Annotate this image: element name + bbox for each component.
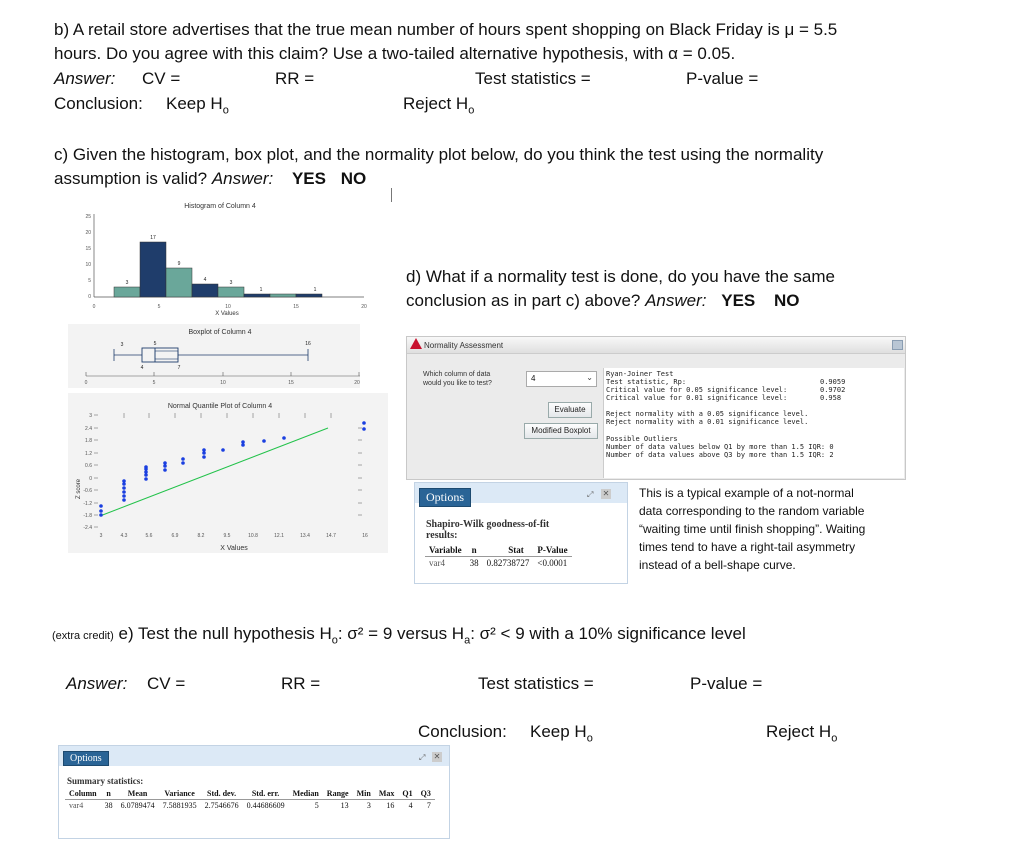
part-b-pvalue: P-value =	[686, 69, 759, 88]
hist-bar	[166, 268, 192, 297]
qq-xtick: 6.9	[171, 533, 179, 539]
column-select[interactable]: 4 ⌄	[526, 371, 597, 387]
window-button[interactable]	[892, 340, 903, 350]
qq-ytick: 3	[89, 413, 92, 419]
normality-title: Normality Assessment	[424, 341, 504, 350]
part-e-reject[interactable]: Reject $H_o$	[766, 722, 838, 745]
qq-xtick: 9.5	[223, 533, 231, 539]
normality-panel	[406, 336, 906, 480]
part-e-keep[interactable]: Keep $H_o$	[530, 722, 593, 745]
part-c-no[interactable]: NO	[340, 169, 367, 188]
hist-ytick: 15	[85, 246, 91, 252]
part-c-yes[interactable]: YES	[291, 169, 326, 188]
hist-xtick: 15	[293, 304, 299, 310]
qq-xtick: 10.8	[248, 533, 258, 539]
boxplot-label: 7	[177, 365, 181, 371]
boxplot-xtick: 5	[152, 380, 156, 386]
part-b-test-stat: Test statistics =	[475, 69, 591, 88]
qq-xtick: 13.4	[300, 533, 310, 539]
qq-ytick: 2.4	[85, 426, 92, 432]
ryan-joiner-output: Ryan-Joiner Test Test statistic, Rp: Critical value for 0.05 significance level: Critical value for 0.01 significance level: 0.9059 0.9702 0.958 Reject normality with a 0.05 significance level. Reject normality with a 0.01 significance level. Possible Outliers Number of data values below Q1 by more than 1.5 IQR: 0 Number of data values above Q3 by more than 1.5 IQR: 2	[603, 368, 904, 478]
part-b-line1: b) A retail store advertises that the true mean number of hours spent shopping on Black Friday is μ = 5.5	[54, 20, 838, 39]
hist-ytick: 10	[85, 262, 91, 268]
part-e-cv: CV =	[147, 674, 186, 693]
warning-icon	[410, 338, 422, 349]
table-row: var4 38 0.82738727 <0.0001	[429, 558, 568, 568]
part-b-cv: CV =	[142, 69, 181, 88]
modified-boxplot-button[interactable]: Modified Boxplot	[524, 423, 598, 439]
hist-ytick: 5	[88, 278, 91, 284]
boxplot-chart	[64, 324, 364, 388]
part-e-test-stat: Test statistics =	[478, 674, 594, 693]
hist-bar-label: 9	[177, 261, 181, 267]
hist-xtick: 20	[361, 304, 367, 310]
boxplot-label: 3	[120, 342, 124, 348]
part-d-line1: d) What if a normality test is done, do you have the same	[406, 267, 835, 286]
shapiro-options-button[interactable]: Options	[419, 488, 471, 507]
part-b-rr: RR =	[275, 69, 315, 88]
qq-ytick: -1.2	[83, 501, 92, 507]
part-b-line2: hours. Do you agree with this claim? Use a two-tailed alternative hypothesis, with α = 0.05.	[54, 44, 736, 63]
qq-xtick: 3	[99, 533, 103, 539]
part-e-pvalue: P-value =	[690, 674, 763, 693]
qq-ytick: 0	[89, 476, 92, 482]
part-b-conclusion-label: Conclusion:	[54, 94, 143, 113]
boxplot-xtick: 15	[288, 380, 294, 386]
boxplot-xtick: 10	[220, 380, 226, 386]
qq-xtick: 12.1	[274, 533, 284, 539]
part-b-reject[interactable]: Reject $H_o$	[403, 94, 475, 117]
summary-table: Column n Mean Variance Std. dev. Std. err. Median Range Min Max Q1 Q3 var4 38 6.0789474 7.5881935 2.7546676 0.44686609 5 13 3 16 4 7	[65, 788, 435, 811]
hist-ytick: 20	[85, 230, 91, 236]
part-e-question: (extra credit) e) Test the null hypothesis $H_o$: σ² = 9 versus $H_a$: σ² < 9 with a 10% significance level	[52, 624, 746, 647]
hist-xtick: 10	[225, 304, 231, 310]
part-c-line2: assumption is valid? Answer: YES NO	[54, 169, 367, 188]
hist-bar	[218, 287, 244, 297]
expand-icon[interactable]: ⤢	[587, 490, 594, 499]
expand-icon[interactable]: ⤢	[419, 753, 426, 762]
qq-title: Normal Quantile Plot of Column 4	[167, 403, 273, 410]
hist-bar-label: 17	[150, 235, 156, 241]
shapiro-title: Shapiro-Wilk goodness-of-fit results:	[426, 519, 550, 541]
hist-bar	[114, 287, 140, 297]
column-question: Which column of data would you like to test?	[423, 371, 492, 387]
hist-xlabel: X Values	[215, 311, 239, 317]
note-text: This is a typical example of a not-normal data corresponding to the random variable “waiting time until finish shopping”. Waiting times tend to have a right-tail asymmetry instead of a bell-shape curve.	[639, 486, 866, 572]
qq-xtick: 5.6	[145, 533, 153, 539]
hist-bar	[296, 294, 322, 297]
qq-xlabel: X Values	[220, 545, 248, 552]
qq-ylabel: Z score	[76, 478, 82, 500]
qq-ytick: -1.8	[83, 513, 92, 519]
normality-titlebar	[407, 337, 905, 354]
qq-ytick: 1.8	[85, 438, 92, 444]
boxplot-label: 4	[140, 365, 144, 371]
hist-bar	[192, 284, 218, 297]
hist-bar-label: 1	[313, 287, 317, 293]
qq-ytick: 0.6	[85, 463, 92, 469]
shapiro-panel	[414, 482, 628, 584]
qq-ytick: 1.2	[85, 451, 92, 457]
summary-options-button[interactable]: Options	[63, 751, 109, 766]
hist-xtick: 0	[92, 304, 96, 310]
part-c-line1: c) Given the histogram, box plot, and the normality plot below, do you think the test using the normality	[54, 145, 824, 164]
part-b-answer-label: Answer:	[54, 69, 116, 88]
hist-bar-label: 1	[259, 287, 263, 293]
hist-ytick: 0	[88, 294, 91, 300]
hist-bar	[140, 242, 166, 297]
close-icon[interactable]: ✕	[433, 752, 441, 761]
part-d-no[interactable]: NO	[774, 291, 800, 310]
part-b-keep[interactable]: Keep $H_o$	[166, 94, 229, 117]
hist-bar-label: 3	[125, 280, 129, 286]
evaluate-button[interactable]: Evaluate	[548, 402, 592, 418]
part-e-answer-label: Answer:	[66, 674, 128, 693]
part-e-conclusion-label: Conclusion:	[418, 722, 507, 741]
qq-ytick: -2.4	[83, 525, 92, 531]
boxplot-xtick: 20	[354, 380, 360, 386]
boxplot-label: 16	[305, 341, 311, 347]
close-icon[interactable]: ✕	[602, 489, 610, 498]
hist-xtick: 5	[157, 304, 161, 310]
hist-bar-label: 4	[203, 277, 207, 283]
boxplot-label: 5	[153, 341, 157, 347]
qq-xtick: 16	[362, 533, 368, 539]
qq-xtick: 8.2	[197, 533, 205, 539]
part-d-line2: conclusion as in part c) above? Answer: YES NO	[406, 291, 800, 310]
hist-bar	[270, 294, 296, 297]
boxplot-xtick: 0	[84, 380, 88, 386]
table-row: var4 38 6.0789474 7.5881935 2.7546676 0.44686609 5 13 3 16 4 7	[69, 801, 431, 810]
chevron-down-icon: ⌄	[586, 373, 593, 382]
histogram-title: Histogram of Column 4	[184, 203, 256, 210]
qq-xtick: 14.7	[326, 533, 336, 539]
part-d-yes[interactable]: YES	[721, 291, 756, 310]
boxplot-title: Boxplot of Column 4	[188, 329, 252, 336]
qq-plot-chart	[68, 393, 388, 553]
summary-title: Summary statistics:	[67, 776, 144, 786]
hist-ytick: 25	[85, 214, 91, 220]
part-e-rr: RR =	[281, 674, 321, 693]
summary-panel	[58, 745, 450, 839]
qq-ytick: -0.6	[83, 488, 92, 494]
histogram-chart	[64, 196, 367, 317]
cursor-bar	[391, 188, 392, 202]
hist-bar-label: 3	[229, 280, 233, 286]
hist-bar	[244, 294, 270, 297]
qq-xtick: 4.3	[120, 533, 128, 539]
shapiro-table: Variable n Stat P-Value var4 38 0.82738727 <0.0001	[425, 544, 572, 569]
